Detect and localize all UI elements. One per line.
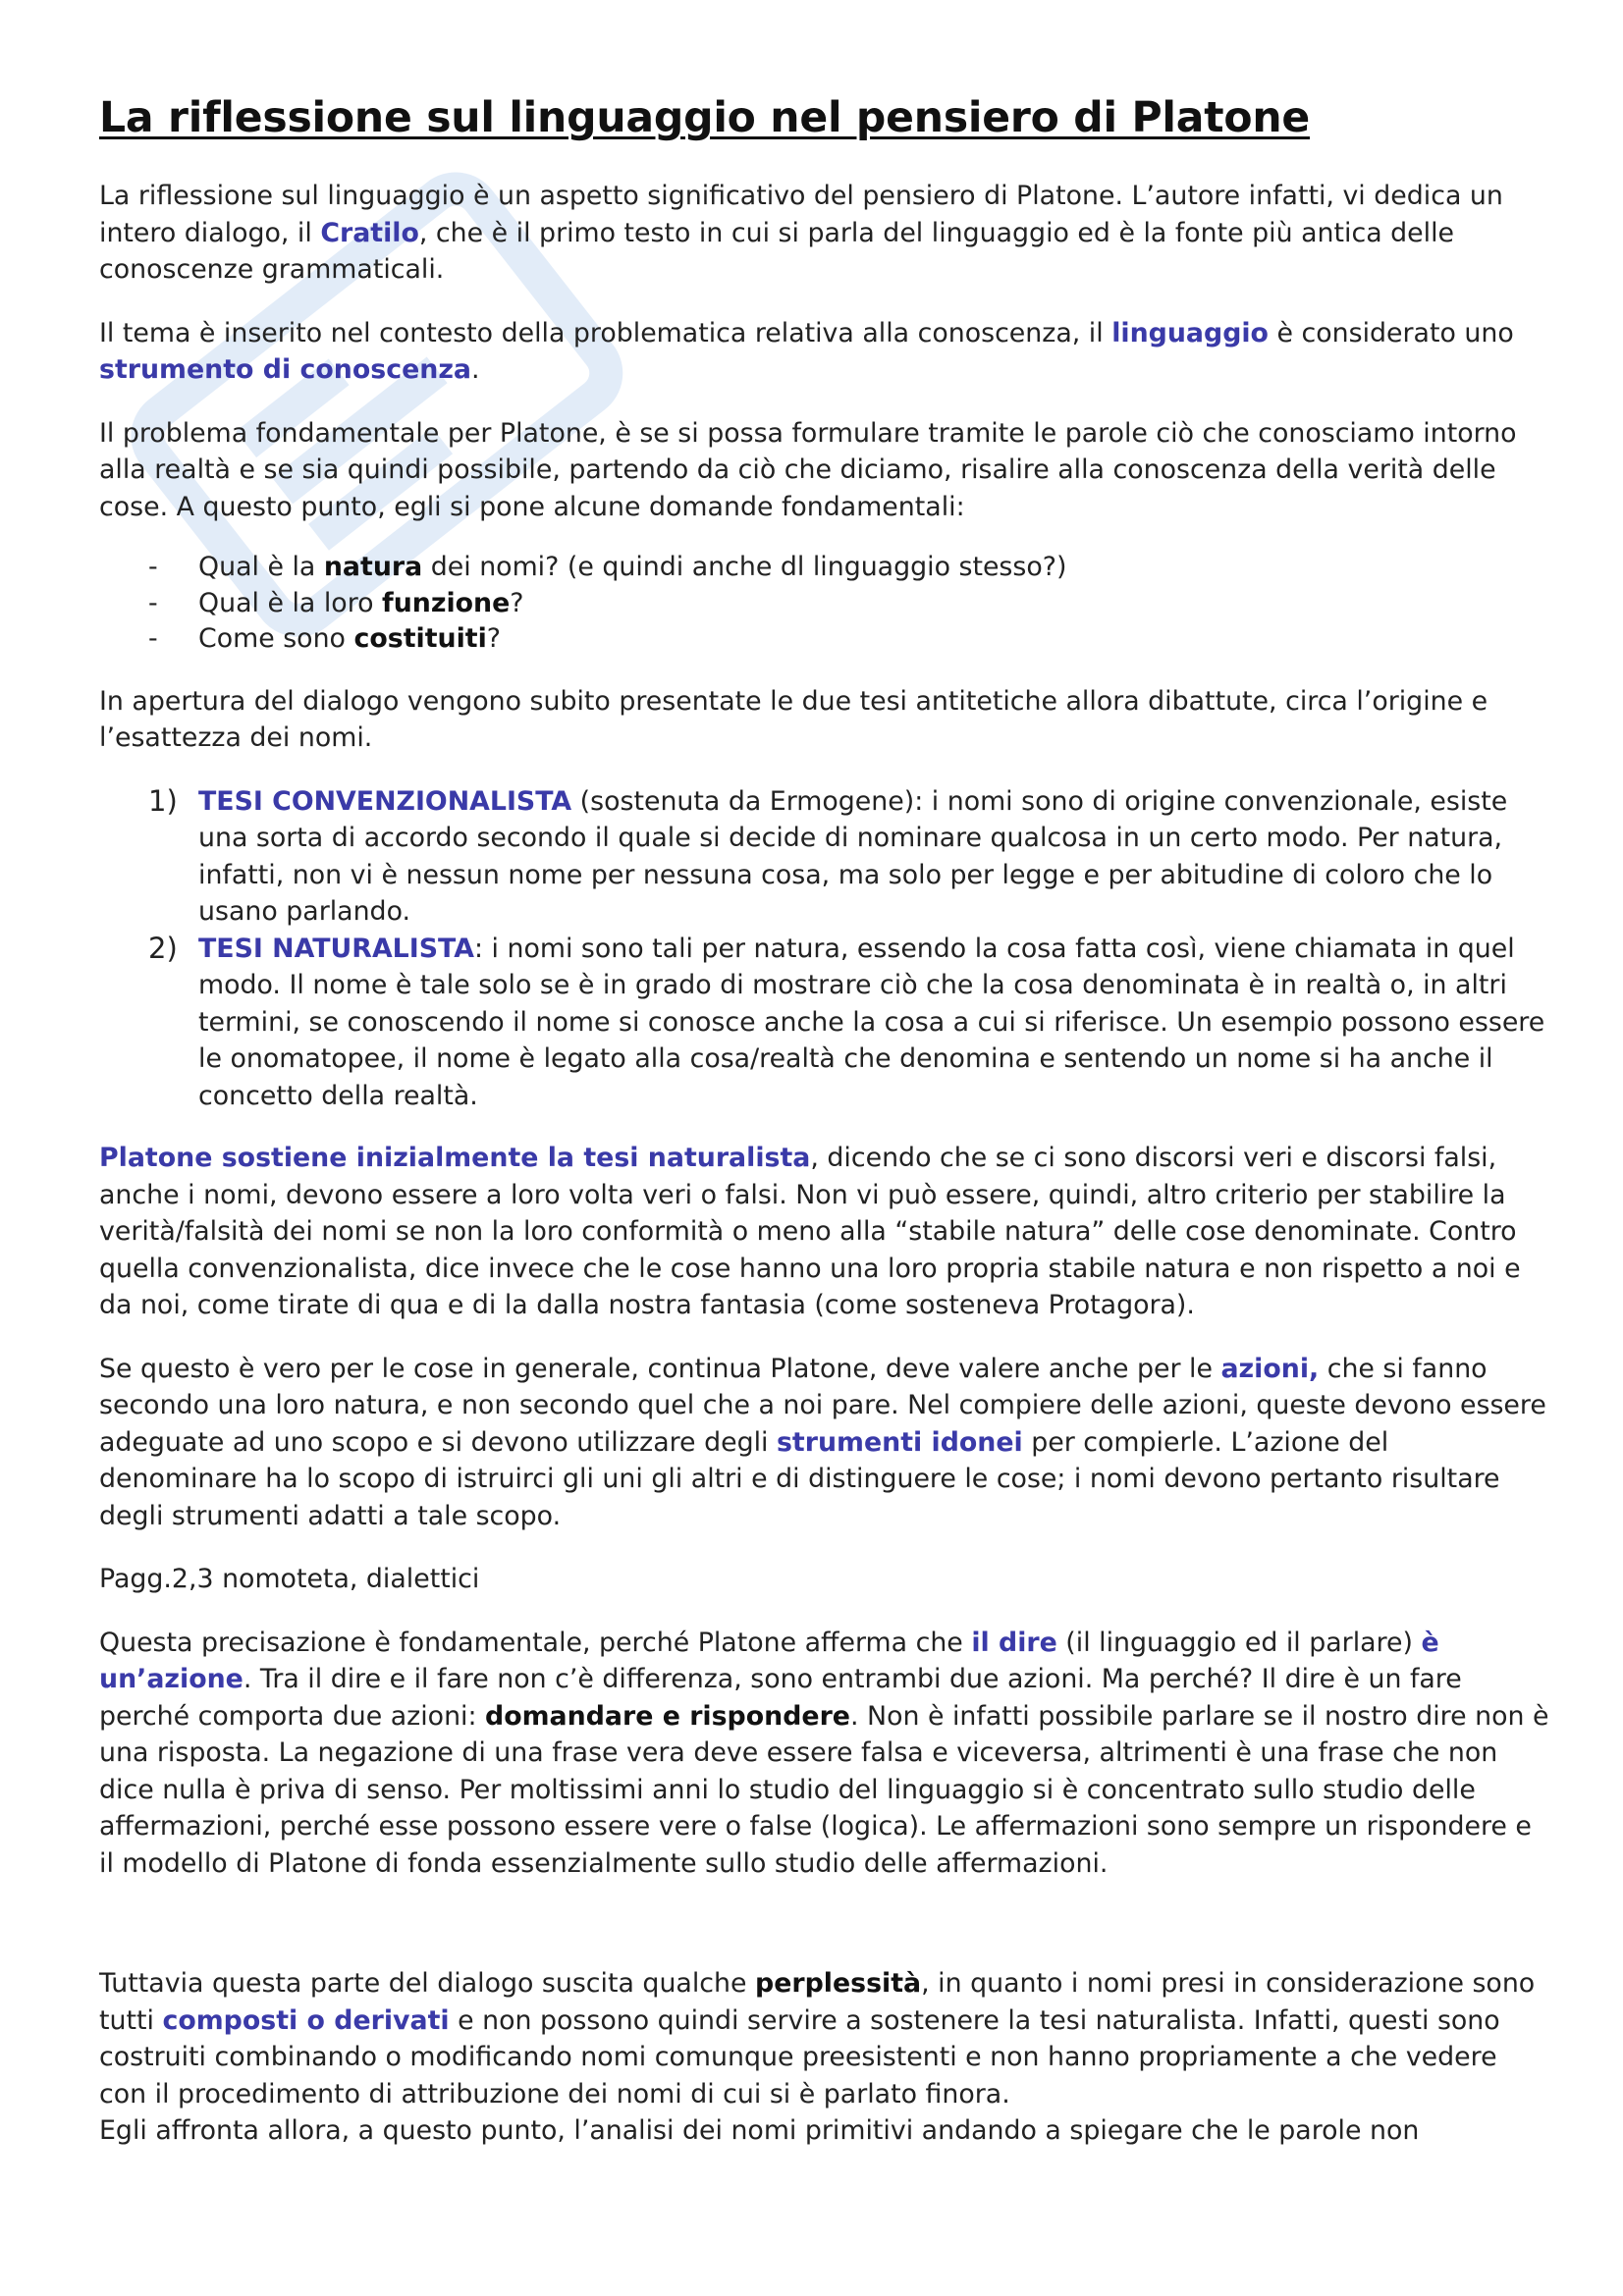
text: è considerato uno (1268, 317, 1514, 348)
list-marker: - (148, 552, 158, 582)
highlight-dire: il dire (971, 1627, 1057, 1658)
paragraph-intro (99, 178, 1552, 289)
document-page (99, 94, 1552, 2150)
list-item (99, 783, 1552, 931)
paragraph-theme (99, 315, 1552, 389)
text: , che è il primo testo in cui si parla del linguaggio ed è la fonte più antica delle conoscenze grammaticali. (99, 217, 1455, 285)
list-item (99, 621, 1552, 658)
thesis-label: TESI NATURALISTA (198, 933, 474, 964)
text: , in quanto i nomi presi in considerazione sono tutti (99, 1968, 1536, 2036)
text: Il tema è inserito nel contesto della problematica relativa alla conoscenza, il (99, 317, 1112, 348)
list-item (99, 550, 1552, 586)
list-item (99, 931, 1552, 1115)
text: dei nomi? (e quindi anche dl linguaggio stesso?) (422, 552, 1067, 582)
paragraph-plato-thesis (99, 1140, 1552, 1324)
document-title: La riflessione sul linguaggio nel pensiero di Platone (99, 94, 1311, 142)
highlight-azioni: azioni, (1220, 1353, 1320, 1384)
list-item (99, 586, 1552, 622)
text: e non possono quindi servire a sostenere la tesi naturalista. Infatti, questi sono costruiti combinando o modificando nomi comunque preesistenti e non hanno propriamente a che vedere con il procedimento di attribuzione dei nomi di cui si è parlato finora. (99, 2004, 1500, 2109)
highlight-thesis: Platone sostiene inizialmente la tesi naturalista (99, 1143, 811, 1173)
highlight-azione: è un’azione (99, 1627, 1439, 1694)
text: ? (510, 587, 524, 618)
text: ? (486, 623, 502, 654)
highlight-linguaggio: linguaggio (1111, 317, 1269, 348)
text: che si fanno secondo una loro natura, e non secondo quel che a noi pare. Nel compiere delle azioni, queste devono essere adeguate ad uno scopo e si devono utilizzare degli (99, 1353, 1546, 1458)
text: La riflessione sul linguaggio è un aspetto significativo del pensiero di Platone. L’autore infatti, vi dedica un intero dialogo, il (99, 181, 1503, 248)
spacer (99, 1908, 1552, 1965)
text: Pagg.2,3 (99, 1564, 223, 1594)
paragraph-primitive-names: Egli affronta allora, a questo punto, l’analisi dei nomi primitivi andando a spiegare che le parole non (99, 2115, 1420, 2146)
paragraph-actions (99, 1351, 1552, 1535)
text: (il linguaggio ed il parlare) (1056, 1627, 1422, 1658)
paragraph-opening: In apertura del dialogo vengono subito presentate le due tesi antitetiche allora dibattute, circa l’origine e l’esattezza dei nomi. (99, 685, 1488, 753)
text: . Non è infatti possibile parlare se il nostro dire non è una risposta. La negazione di una frase vera deve essere falsa e viceversa, altrimenti è una frase che non dice nulla è priva di senso. Per moltissimi anni lo studio del linguaggio si è concentrato sullo studio delle affermazioni, perché esse possono essere vere o false (logica). Le affermazioni sono sempre un rispondere e il modello di Platone di fonda essenzialmente sullo studio delle affermazioni. (99, 1700, 1549, 1879)
text: Questa precisazione è fondamentale, perché Platone afferma che (99, 1627, 972, 1658)
bold-term: domandare e rispondere (485, 1700, 850, 1732)
text: Qual è la (198, 552, 324, 582)
text: : i nomi sono tali per natura, essendo la cosa fatta così, viene chiamata in quel modo. Il nome è tale solo se è in grado di mostrare ciò che la cosa denominata è in realtà o, in altri termini, se conoscendo il nome si conosce anche la cosa a cui si riferisce. Un esempio possono essere le onomatopee, il nome è legato alla cosa/realtà che denomina e sentendo un nome si ha anche il concetto della realtà. (198, 933, 1545, 1111)
theses-list (99, 783, 1552, 1115)
highlight-strumenti: strumenti idonei (776, 1426, 1023, 1458)
text: Come sono (198, 623, 354, 654)
list-marker: - (148, 623, 158, 654)
list-marker: - (148, 587, 158, 618)
text: Qual è la loro (198, 587, 383, 618)
paragraph-problem: Il problema fondamentale per Platone, è se si possa formulare tramite le parole ciò che conosciamo intorno alla realtà e se sia quindi possibile, partendo da ciò che diciamo, risalire alla conoscenza della verità delle cose. A questo punto, egli si pone alcune domande fondamentali: (99, 417, 1517, 522)
questions-list (99, 550, 1552, 658)
bold-term: funzione (382, 587, 511, 618)
paragraph-saying (99, 1625, 1552, 1883)
text: Se questo è vero per le cose in generale, continua Platone, deve valere anche per le (99, 1353, 1221, 1384)
bold-term: costituiti (353, 623, 487, 654)
text: . Tra il dire e il fare non c’è differenza, sono entrambi due azioni. Ma perché? Il dire è un fare perché comporta due azioni: (99, 1664, 1462, 1732)
text: . (471, 354, 480, 385)
text: per compierle. L’azione del denominare ha lo scopo di istruirci gli uni gli altri e di distinguere le cose; i nomi devono pertanto risultare degli strumenti adatti a tale scopo. (99, 1426, 1500, 1531)
highlight-strumento: strumento di conoscenza (99, 354, 472, 385)
text: Tuttavia questa parte del dialogo suscita qualche (99, 1968, 756, 1999)
bold-term: perplessità (755, 1968, 922, 1999)
highlight-composti: composti o derivati (162, 2004, 450, 2036)
thesis-label: TESI CONVENZIONALISTA (198, 785, 572, 817)
text: , dicendo che se ci sono discorsi veri e discorsi falsi, anche i nomi, devono essere a loro volta veri o falsi. Non vi può essere, quindi, altro criterio per stabilire la verità/falsità dei nomi se non la loro conformità o meno alla “stabile natura” delle cose denominate. Contro quella convenzionalista, dice invece che le cose hanno una loro propria stabile natura e non rispetto a noi e da noi, come tirate di qua e di la dalla nostra fantasia (come sosteneva Protagora). (99, 1143, 1521, 1320)
paragraph-pages (99, 1561, 1552, 1598)
text: (sostenuta da Ermogene): i nomi sono di origine convenzionale, esiste una sorta di accordo secondo il quale si decide di nominare qualcosa in un certo modo. Per natura, infatti, non vi è nessun nome per nessuna cosa, ma solo per legge e per abitudine di coloro che lo usano parlando. (198, 785, 1508, 927)
bold-term: natura (323, 552, 423, 582)
list-marker: 1) (148, 783, 178, 818)
paragraph-perplexity (99, 1965, 1552, 2112)
highlight-cratilo: Cratilo (320, 217, 419, 248)
text: nomoteta, dialettici (222, 1564, 480, 1594)
list-marker: 2) (148, 931, 178, 965)
